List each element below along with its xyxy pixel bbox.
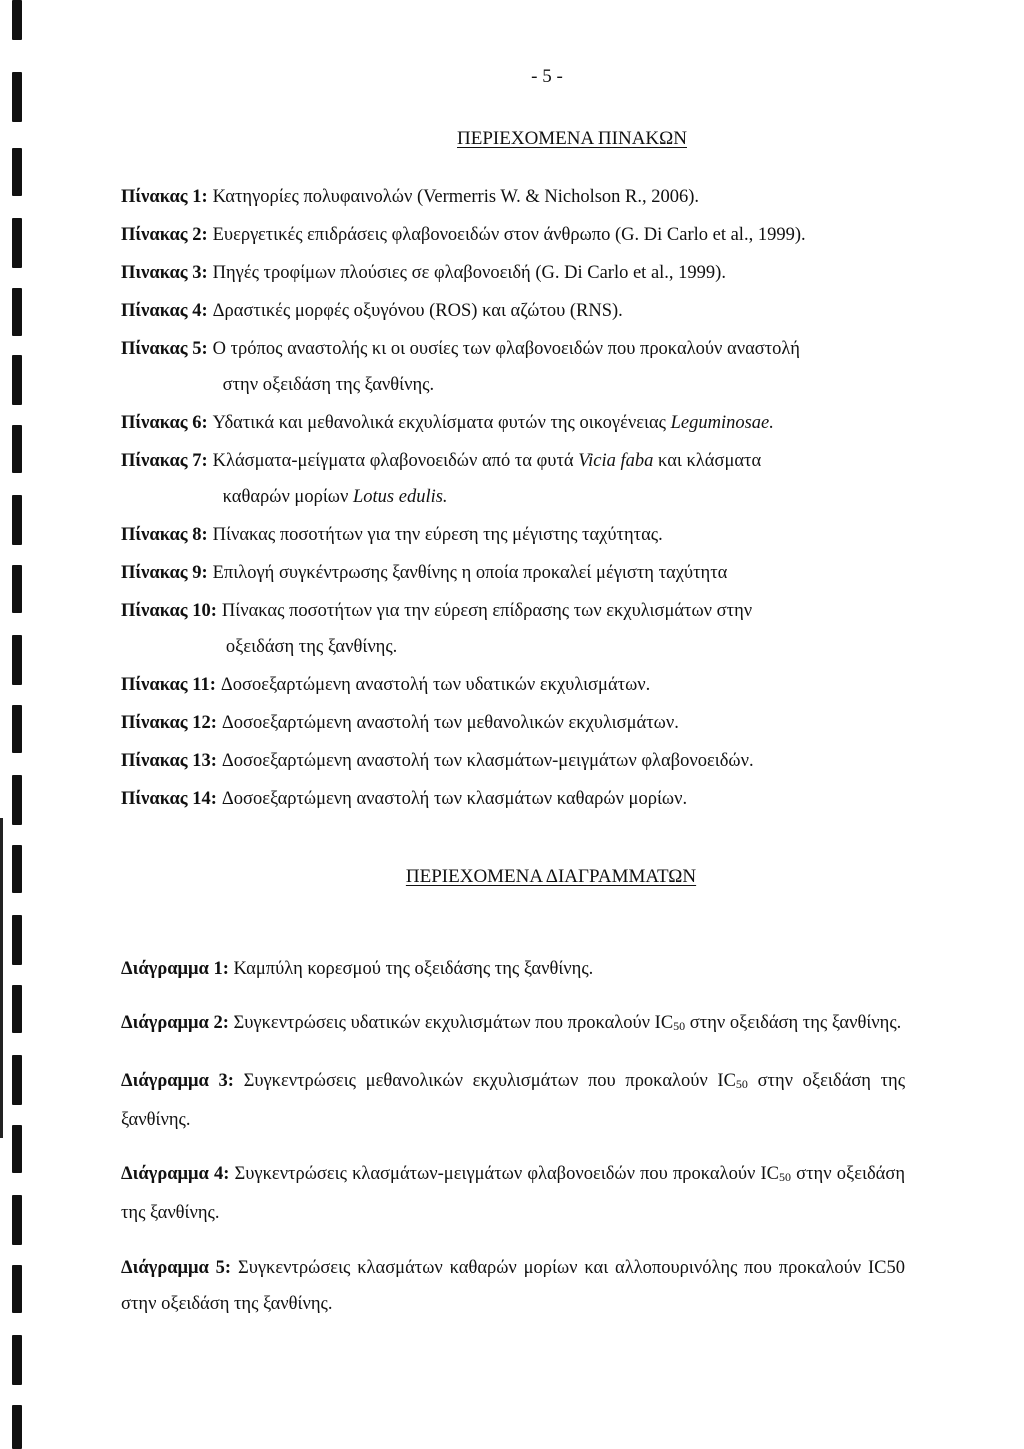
table-entry-7: Πίνακας 7: Κλάσματα-μείγματα φλαβονοειδών από τα φυτά Vicia faba και κλάσματα καθαρών μορίων Lotus edulis. <box>121 451 762 507</box>
table-entry-14: Πίνακας 14: Δοσοεξαρτώμενη αναστολή των κλασμάτων καθαρών μορίων. <box>121 789 688 809</box>
binder-mark <box>12 1335 22 1385</box>
binder-mark <box>12 495 22 545</box>
binder-mark <box>12 915 22 965</box>
tables-list <box>121 186 905 826</box>
table-entry-12: Πίνακας 12: Δοσοεξαρτώμενη αναστολή των μεθανολικών εκχυλισμάτων. <box>121 713 679 733</box>
binder-mark <box>12 775 22 825</box>
binder-mark <box>12 148 22 196</box>
table-entry-9: Πίνακας 9: Επιλογή συγκέντρωσης ξανθίνης η οποία προκαλεί μέγιστη ταχύτητα <box>121 563 728 583</box>
binder-mark <box>12 425 22 473</box>
table-entry-5: Πίνακας 5: Ο τρόπος αναστολής κι οι ουσίες των φλαβονοειδών που προκαλούν αναστολή στην οξειδάση της ξανθίνης. <box>121 339 800 395</box>
binder-mark <box>12 355 22 405</box>
diagram-entry-5: Διάγραμμα 5: Συγκεντρώσεις κλασμάτων καθαρών μορίων και αλλοπουρινόλης που προκαλούν IC50 στην οξειδάση της ξανθίνης. <box>121 1257 906 1314</box>
table-entry-3: Πινακας 3: Πηγές τροφίμων πλούσιες σε φλαβονοειδή (G. Di Carlo et al., 1999). <box>121 263 726 283</box>
table-entry-1: Πίνακας 1: Κατηγορίες πολυφαινολών (Vermerris W. & Nicholson R., 2006). <box>121 187 700 207</box>
binder-mark <box>12 1405 22 1449</box>
binder-mark <box>12 218 22 268</box>
table-entry-2: Πίνακας 2: Ευεργετικές επιδράσεις φλαβονοειδών στον άνθρωπο (G. Di Carlo et al., 1999). <box>121 225 806 245</box>
binder-mark <box>12 635 22 685</box>
binder-mark <box>12 985 22 1033</box>
table-entry-4: Πίνακας 4: Δραστικές μορφές οξυγόνου (ROS) και αζώτου (RNS). <box>121 301 623 321</box>
diagrams-heading: ΠΕΡΙΕΧΟΜΕΝΑ ΔΙΑΓΡΑΜΜΑΤΩΝ <box>405 866 697 887</box>
tables-heading: ΠΕΡΙΕΧΟΜΕΝΑ ΠΙΝΑΚΩΝ <box>457 128 687 149</box>
page-number: - 5 - <box>531 66 563 87</box>
binder-mark <box>12 1125 22 1173</box>
binder-mark <box>12 565 22 613</box>
binder-mark <box>12 1195 22 1245</box>
table-entry-10: Πίνακας 10: Πίνακας ποσοτήτων για την εύρεση επίδρασης των εκχυλισμάτων στην οξειδάση της ξανθίνης. <box>121 601 753 657</box>
binder-mark <box>12 288 22 336</box>
table-entry-11: Πίνακας 11: Δοσοεξαρτώμενη αναστολή των υδατικών εκχυλισμάτων. <box>121 675 651 695</box>
table-entry-6: Πίνακας 6: Υδατικά και μεθανολικά εκχυλίσματα φυτών της οικογένειας Leguminosae. <box>121 413 774 433</box>
table-entry-8: Πίνακας 8: Πίνακας ποσοτήτων για την εύρεση της μέγιστης ταχύτητας. <box>121 525 663 545</box>
diagram-entry-4: Διάγραμμα 4: Συγκεντρώσεις κλασμάτων-μειγμάτων φλαβονοειδών που προκαλούν $IC_{50}$ στην οξειδάση της ξανθίνης. <box>121 1164 905 1223</box>
table-entry-13: Πίνακας 13: Δοσοεξαρτώμενη αναστολή των κλασμάτων-μειγμάτων φλαβονοειδών. <box>121 751 754 771</box>
binder-mark <box>12 1055 22 1105</box>
diagrams-list <box>121 932 905 1336</box>
binder-mark <box>12 705 22 753</box>
diagram-entry-1: Διάγραμμα 1: Καμπύλη κορεσμού της οξειδάσης της ξανθίνης. <box>121 958 594 979</box>
diagram-entry-2: Διάγραμμα 2: Συγκεντρώσεις υδατικών εκχυλισμάτων που προκαλούν $IC_{50}$ στην οξειδάση της ξανθίνης. <box>121 1013 902 1033</box>
binder-mark <box>12 1265 22 1313</box>
diagram-entry-3: Διάγραμμα 3: Συγκεντρώσεις μεθανολικών εκχυλισμάτων που προκαλούν $IC_{50}$ στην οξειδάση της ξανθίνης. <box>121 1070 906 1130</box>
binder-mark <box>12 0 22 40</box>
